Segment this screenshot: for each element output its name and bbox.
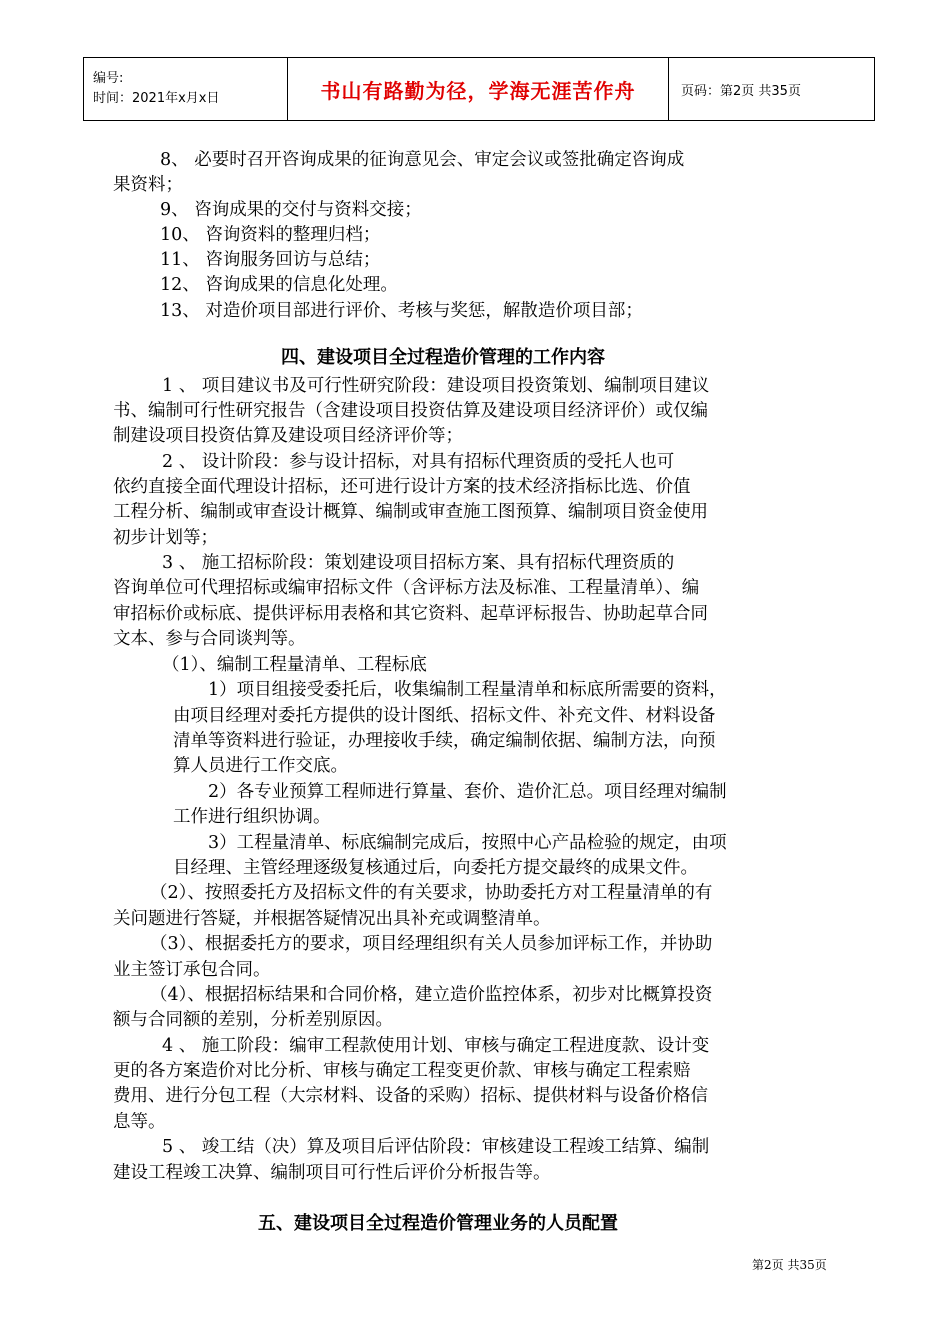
body-line: 5 、 竣工结（决）算及项目后评估阶段：审核建设工程竣工结算、编制	[162, 1137, 710, 1157]
body-line: 息等。	[113, 1112, 166, 1132]
body-line: 清单等资料进行验证，办理接收手续，确定编制依据、编制方法，向预	[173, 731, 716, 751]
body-line: 果资料；	[113, 175, 183, 195]
body-line: 1）项目组接受委托后，收集编制工程量清单和标底所需要的资料，	[208, 680, 727, 700]
body-line: 工作进行组织协调。	[173, 807, 331, 827]
body-line: 9、 咨询成果的交付与资料交接；	[160, 200, 422, 220]
body-line: 业主签订承包合同。	[113, 960, 271, 980]
body-line: 依约直接全面代理设计招标，还可进行设计方案的技术经济指标比选、价值	[113, 477, 691, 497]
page-footer: 第2页 共35页	[752, 1258, 827, 1272]
body-line: 算人员进行工作交底。	[173, 756, 348, 776]
body-line: 工程分析、编制或审查设计概算、编制或审查施工图预算、编制项目资金使用	[113, 502, 708, 522]
header-table	[83, 57, 875, 121]
body-line: 3 、 施工招标阶段：策划建设项目招标方案、具有招标代理资质的	[162, 553, 675, 573]
body-line: 目经理、主管经理逐级复核通过后，向委托方提交最终的成果文件。	[173, 858, 698, 878]
body-line: 2 、 设计阶段：参与设计招标，对具有招标代理资质的受托人也可	[162, 452, 675, 472]
body-line: 建设工程竣工决算、编制项目可行性后评价分析报告等。	[113, 1163, 551, 1183]
body-line: 审招标价或标底、提供评标用表格和其它资料、起草评标报告、协助起草合同	[113, 604, 708, 624]
body-line: 额与合同额的差别，分析差别原因。	[113, 1010, 393, 1030]
body-line: 3）工程量清单、标底编制完成后，按照中心产品检验的规定，由项	[208, 833, 727, 853]
body-line: 咨询单位可代理招标或编审招标文件（含评标方法及标准、工程量清单）、编	[113, 578, 700, 598]
body-line: （2）、按照委托方及招标文件的有关要求，协助委托方对工程量清单的有	[150, 883, 713, 903]
body-line: （3）、根据委托方的要求，项目经理组织有关人员参加评标工作，并协助	[150, 934, 713, 954]
section-heading-4: 四、建设项目全过程造价管理的工作内容	[281, 347, 605, 368]
body-line: 文本、参与合同谈判等。	[113, 629, 306, 649]
body-line: 书、编制可行性研究报告（含建设项目投资估算及建设项目经济评价）或仅编	[113, 401, 708, 421]
document-time: 时间：2021年x月x日	[93, 91, 220, 106]
section-heading-5: 五、建设项目全过程造价管理业务的人员配置	[258, 1213, 618, 1234]
header-meta	[84, 58, 288, 121]
body-line: 由项目经理对委托方提供的设计图纸、招标文件、补充文件、材料设备	[173, 706, 716, 726]
header-page-info: 页码：第2页 共35页	[669, 58, 875, 121]
body-line: 13、 对造价项目部进行评价、考核与奖惩，解散造价项目部；	[160, 301, 643, 321]
body-line: 10、 咨询资料的整理归档；	[160, 225, 381, 245]
body-line: 制建设项目投资估算及建设项目经济评价等；	[113, 426, 463, 446]
header-motto: 书山有路勤为径，学海无涯苦作舟	[288, 58, 669, 121]
body-line: 11、 咨询服务回访与总结；	[160, 250, 381, 270]
body-line: 2）各专业预算工程师进行算量、套价、造价汇总。项目经理对编制	[208, 782, 727, 802]
document-number-label: 编号:	[93, 71, 124, 86]
body-line: （1）、编制工程量清单、工程标底	[162, 655, 427, 675]
body-line: 关问题进行答疑，并根据答疑情况出具补充或调整清单。	[113, 909, 551, 929]
body-line: （4）、根据招标结果和合同价格，建立造价监控体系，初步对比概算投资	[150, 985, 713, 1005]
body-line: 费用、进行分包工程（大宗材料、设备的采购）招标、提供材料与设备价格信	[113, 1086, 708, 1106]
body-line: 1 、 项目建议书及可行性研究阶段：建设项目投资策划、编制项目建议	[162, 376, 710, 396]
body-line: 12、 咨询成果的信息化处理。	[160, 275, 398, 295]
body-line: 更的各方案造价对比分析、审核与确定工程变更价款、审核与确定工程索赔	[113, 1061, 691, 1081]
body-line: 初步计划等；	[113, 528, 218, 548]
body-line: 4 、 施工阶段：编审工程款使用计划、审核与确定工程进度款、设计变	[162, 1036, 710, 1056]
body-line: 8、 必要时召开咨询成果的征询意见会、审定会议或签批确定咨询成	[160, 150, 685, 170]
